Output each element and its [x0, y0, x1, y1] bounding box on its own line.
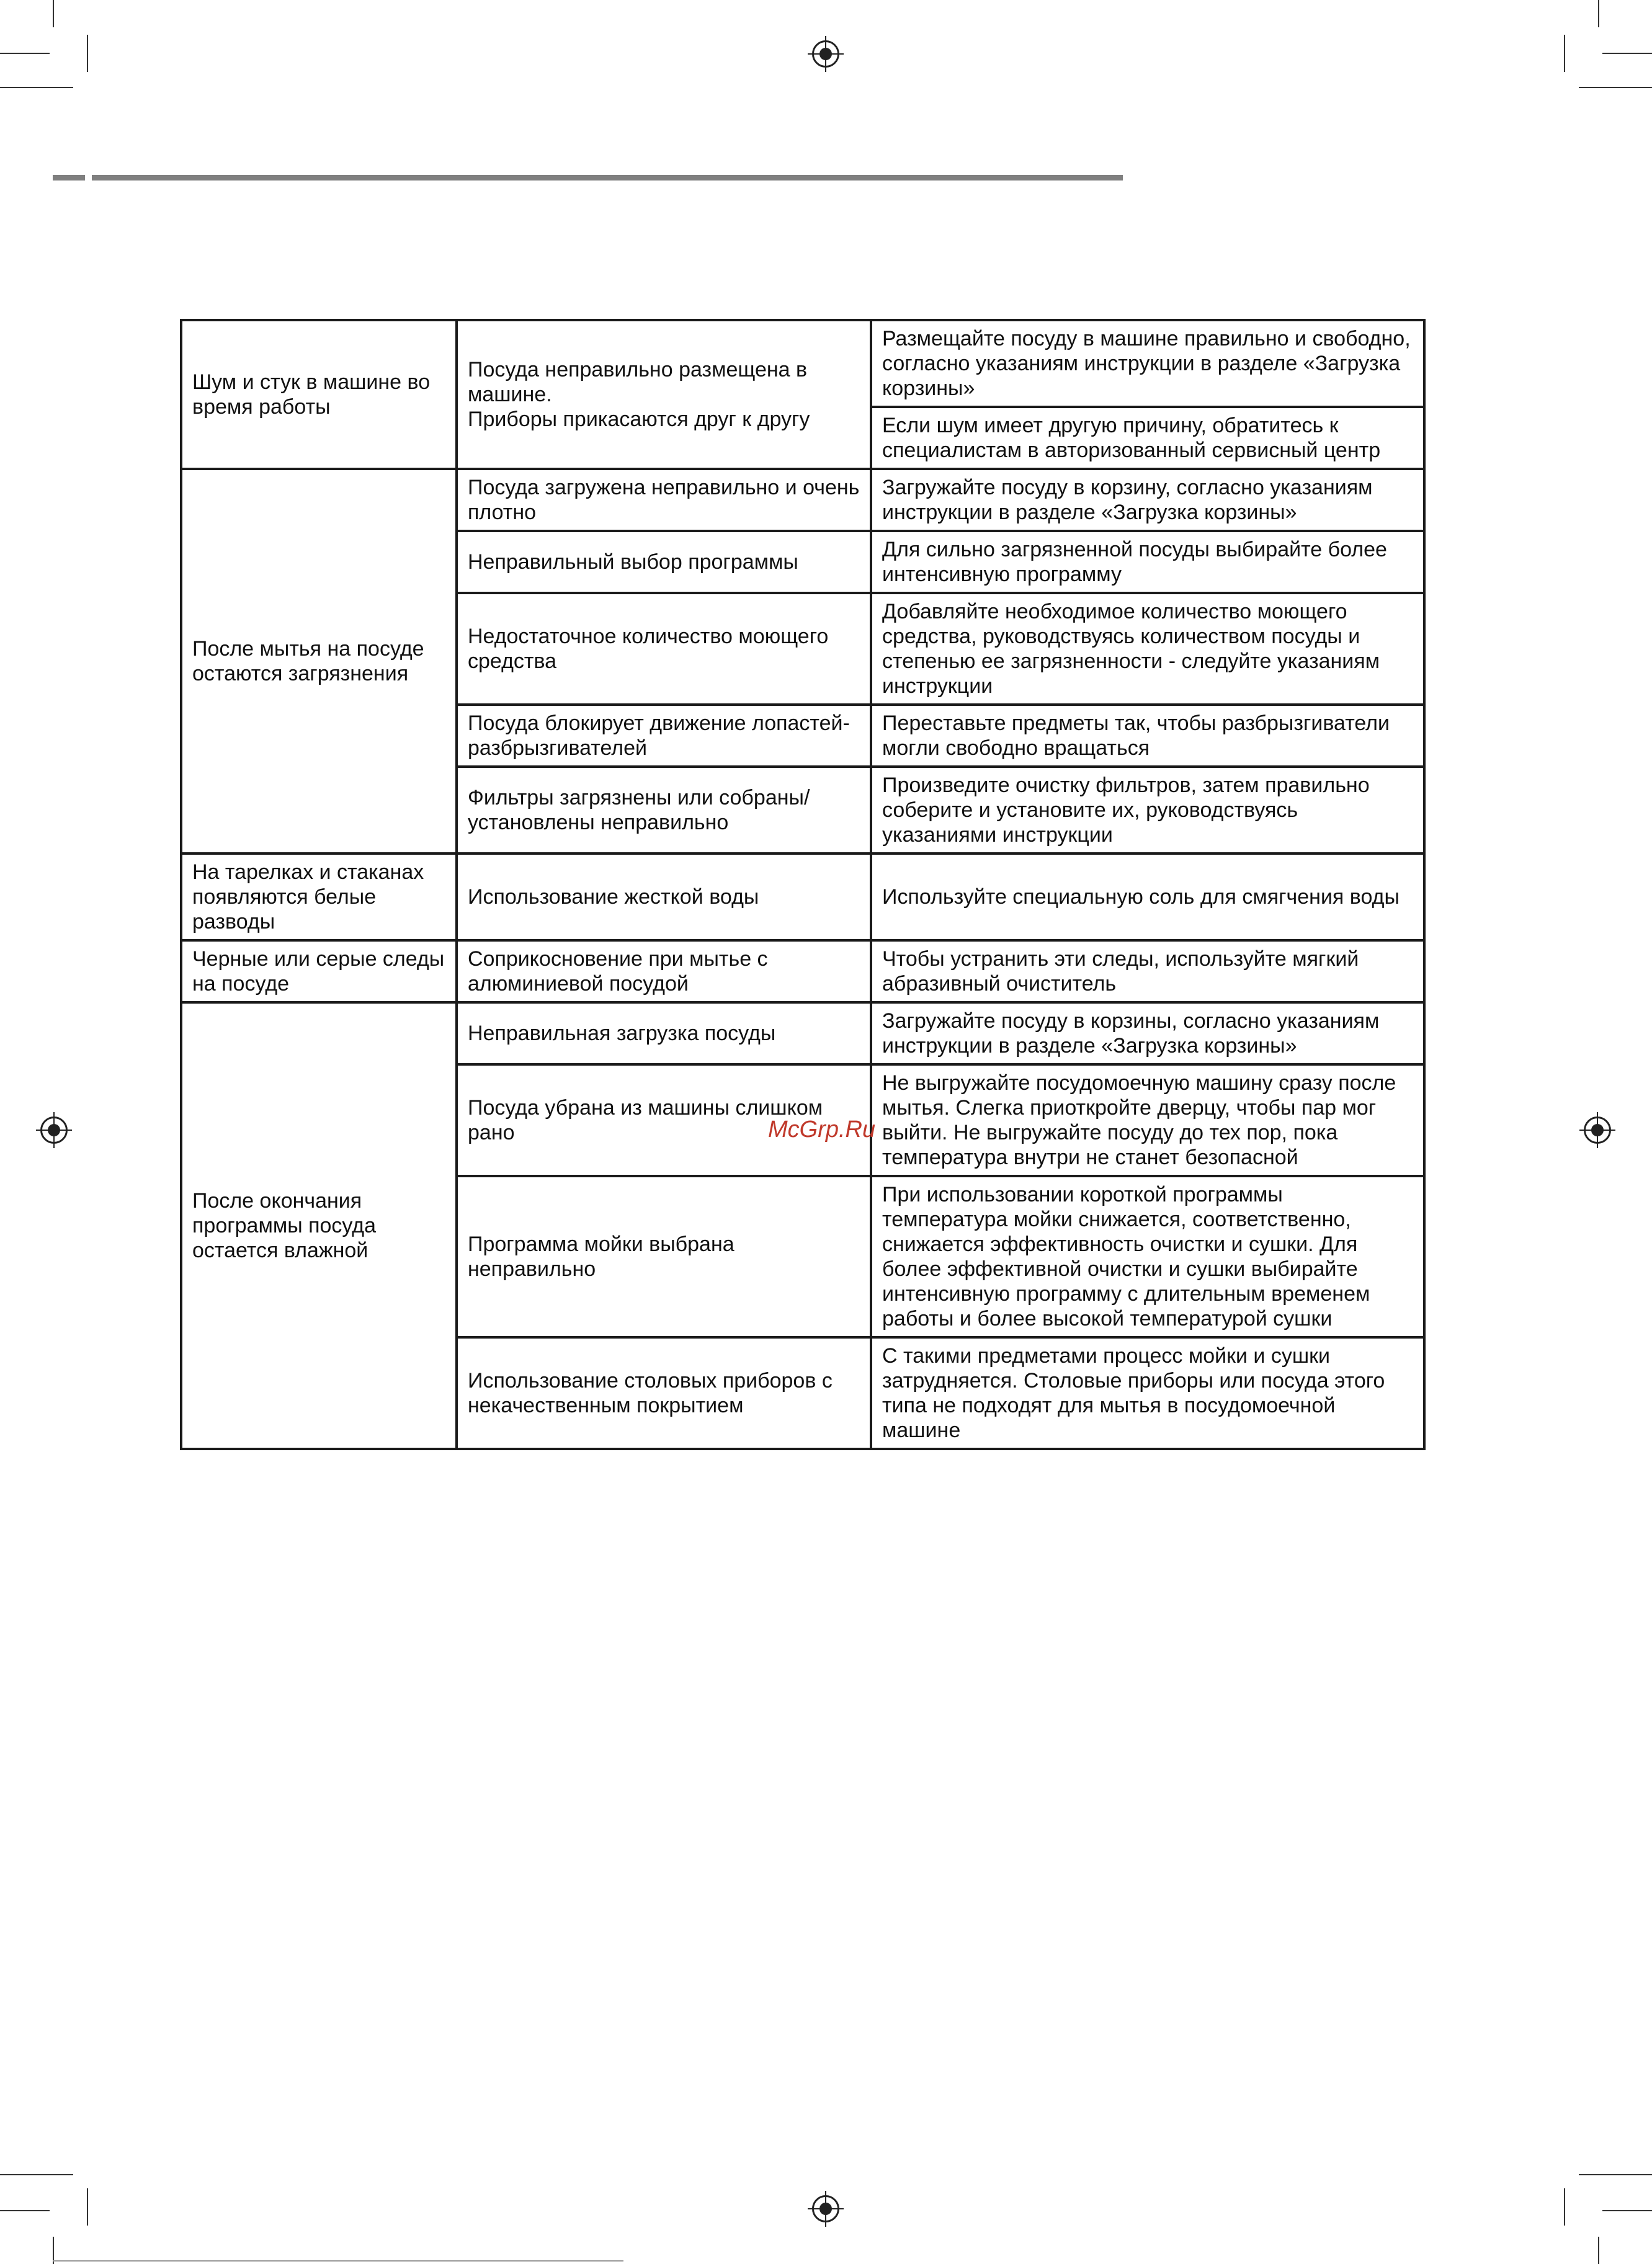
crop-mark [0, 2210, 50, 2211]
crop-mark [0, 87, 73, 88]
crop-mark [1564, 2188, 1565, 2226]
registration-mark-icon [1584, 1116, 1611, 1144]
table-row [181, 940, 1424, 1002]
crop-mark [87, 2188, 88, 2226]
solution-cell: Загружайте посуду в корзину, согласно указаниям инструкции в разделе «Загрузка корзины» [871, 469, 1424, 531]
solution-cell: Загружайте посуду в корзины, согласно указаниям инструкции в разделе «Загрузка корзины» [871, 1002, 1424, 1064]
cause-cell: Использование жесткой воды [457, 853, 871, 940]
bottom-rule [53, 2260, 623, 2262]
crop-mark [1602, 2210, 1652, 2211]
crop-mark [0, 53, 50, 54]
cause-cell: Программа мойки выбрана неправильно [457, 1176, 871, 1337]
header-bar-long [92, 175, 1123, 180]
solution-cell: Чтобы устранить эти следы, используйте мягкий абразивный очиститель [871, 940, 1424, 1002]
registration-mark-icon [40, 1116, 68, 1144]
cause-cell: Использование столовых приборов с некачественным покрытием [457, 1337, 871, 1449]
solution-cell: Переставьте предметы так, чтобы разбрызгиватели могли свободно вращаться [871, 705, 1424, 767]
table-row [181, 320, 1424, 407]
crop-mark [1602, 53, 1652, 54]
crop-mark [53, 0, 54, 27]
troubleshooting-table [180, 319, 1426, 1450]
table-body [181, 320, 1424, 1449]
crop-mark [1564, 35, 1565, 72]
solution-cell: Если шум имеет другую причину, обратитесь к специалистам в авторизованный сервисный центр [871, 407, 1424, 469]
cause-cell: Посуда блокирует движение лопастей-разбрызгивателей [457, 705, 871, 767]
crop-mark [1579, 87, 1652, 88]
cause-cell: Посуда убрана из машины слишком рано [457, 1064, 871, 1176]
cause-cell: Фильтры загрязнены или собраны/ установлены неправильно [457, 767, 871, 853]
problem-cell: После окончания программы посуда остается влажной [181, 1002, 457, 1449]
solution-cell: Не выгружайте посудомоечную машину сразу после мытья. Слегка приоткройте дверцу, чтобы пар мог выйти. Не выгружайте посуду до тех пор, пока температура внутри не станет безопасной [871, 1064, 1424, 1176]
problem-cell: После мытья на посуде остаются загрязнения [181, 469, 457, 853]
registration-mark-icon [812, 40, 839, 68]
crop-mark [1579, 2174, 1652, 2175]
solution-cell: Добавляйте необходимое количество моющего средства, руководствуясь количеством посуды и степенью ее загрязненности - следуйте указаниям инструкции [871, 593, 1424, 705]
table-row [181, 1002, 1424, 1064]
problem-cell: Черные или серые следы на посуде [181, 940, 457, 1002]
header-bar-short [53, 175, 85, 180]
crop-mark [87, 35, 88, 72]
crop-mark [0, 2174, 73, 2175]
table-row [181, 853, 1424, 940]
cause-cell: Неправильная загрузка посуды [457, 1002, 871, 1064]
cause-cell: Посуда загружена неправильно и очень плотно [457, 469, 871, 531]
problem-cell: Шум и стук в машине во время работы [181, 320, 457, 469]
watermark: McGrp.Ru [768, 1116, 876, 1143]
solution-cell: Произведите очистку фильтров, затем правильно соберите и установите их, руководствуясь указаниями инструкции [871, 767, 1424, 853]
table-row [181, 469, 1424, 531]
solution-cell: Для сильно загрязненной посуды выбирайте более интенсивную программу [871, 531, 1424, 593]
registration-mark-icon [812, 2195, 839, 2222]
cause-cell: Неправильный выбор программы [457, 531, 871, 593]
solution-cell: Размещайте посуду в машине правильно и свободно, согласно указаниям инструкции в разделе «Загрузка корзины» [871, 320, 1424, 407]
crop-mark [1598, 2237, 1599, 2264]
cause-cell: Соприкосновение при мытье с алюминиевой посудой [457, 940, 871, 1002]
solution-cell: Используйте специальную соль для смягчения воды [871, 853, 1424, 940]
cause-cell: Недостаточное количество моющего средства [457, 593, 871, 705]
problem-cell: На тарелках и стаканах появляются белые разводы [181, 853, 457, 940]
cause-cell: Посуда неправильно размещена в машине. Приборы прикасаются друг к другу [457, 320, 871, 469]
solution-cell: При использовании короткой программы температура мойки снижается, соответственно, снижается эффективность очистки и сушки. Для более эффективной очистки и сушки выбирайте интенсивную программу с длительным временем работы и более высокой температурой сушки [871, 1176, 1424, 1337]
solution-cell: С такими предметами процесс мойки и сушки затрудняется. Столовые приборы или посуда этого типа не подходят для мытья в посудомоечной машине [871, 1337, 1424, 1449]
crop-mark [1598, 0, 1599, 27]
